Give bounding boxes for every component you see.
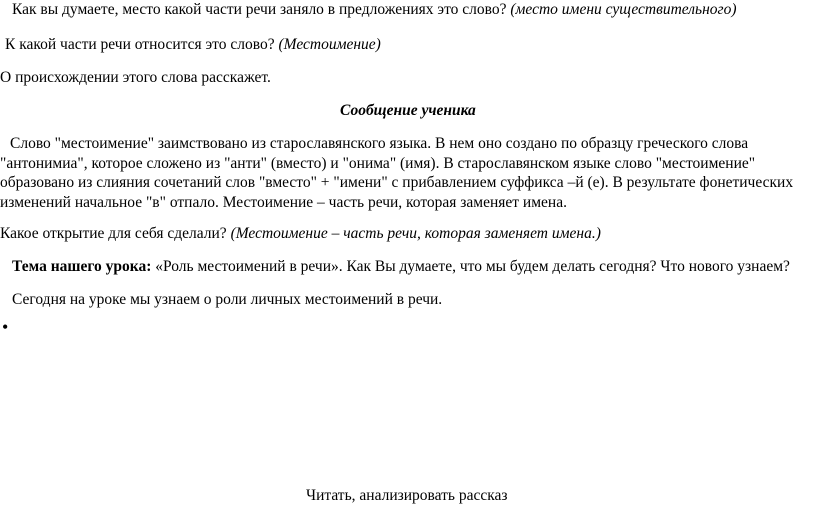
question-2 (5, 35, 381, 54)
question-2-text: К какой части речи относится это слово? (5, 36, 275, 53)
question-3-answer: (Местоимение – часть речи, которая заменяет имена.) (230, 225, 601, 242)
today-statement: Сегодня на уроке мы узнаем о роли личных местоимений в речи. (12, 291, 443, 308)
report-heading: Сообщение ученика (340, 102, 476, 119)
question-1-answer: (место имени существительного) (510, 1, 737, 18)
question-2-answer: (Местоимение) (278, 36, 381, 53)
question-1-text: Как вы думаете, место какой части речи заняло в предложениях это слово? (12, 1, 507, 18)
footer-caption: Читать, анализировать рассказ (306, 487, 508, 504)
question-1 (12, 0, 737, 19)
lesson-topic-text: «Роль местоимений в речи». Как Вы думаете, что мы будем делать сегодня? Что нового узнаем? (155, 258, 790, 275)
origin-intro: О происхождении этого слова расскажет. (0, 69, 271, 86)
question-3-text: Какое открытие для себя сделали? (0, 225, 227, 242)
report-body: Слово "местоимение" заимствовано из старославянского языка. В нем оно создано по образцу греческого слова "антонимиа", которое сложено из "анти" (вместо) и "онима" (имя). В старославянском языке слово "местоимение" образовано из слияния сочетаний слов "вместо" + "имени" с прибавлением суффикса –й (е). В результате фонетических изменений начальное "в" отпало. Местоимение – часть речи, которая заменяет имена. (0, 135, 794, 211)
question-3 (0, 224, 601, 243)
bullet-point: • (2, 317, 9, 337)
lesson-topic-label: Тема нашего урока: (12, 258, 152, 275)
lesson-topic (12, 257, 790, 276)
